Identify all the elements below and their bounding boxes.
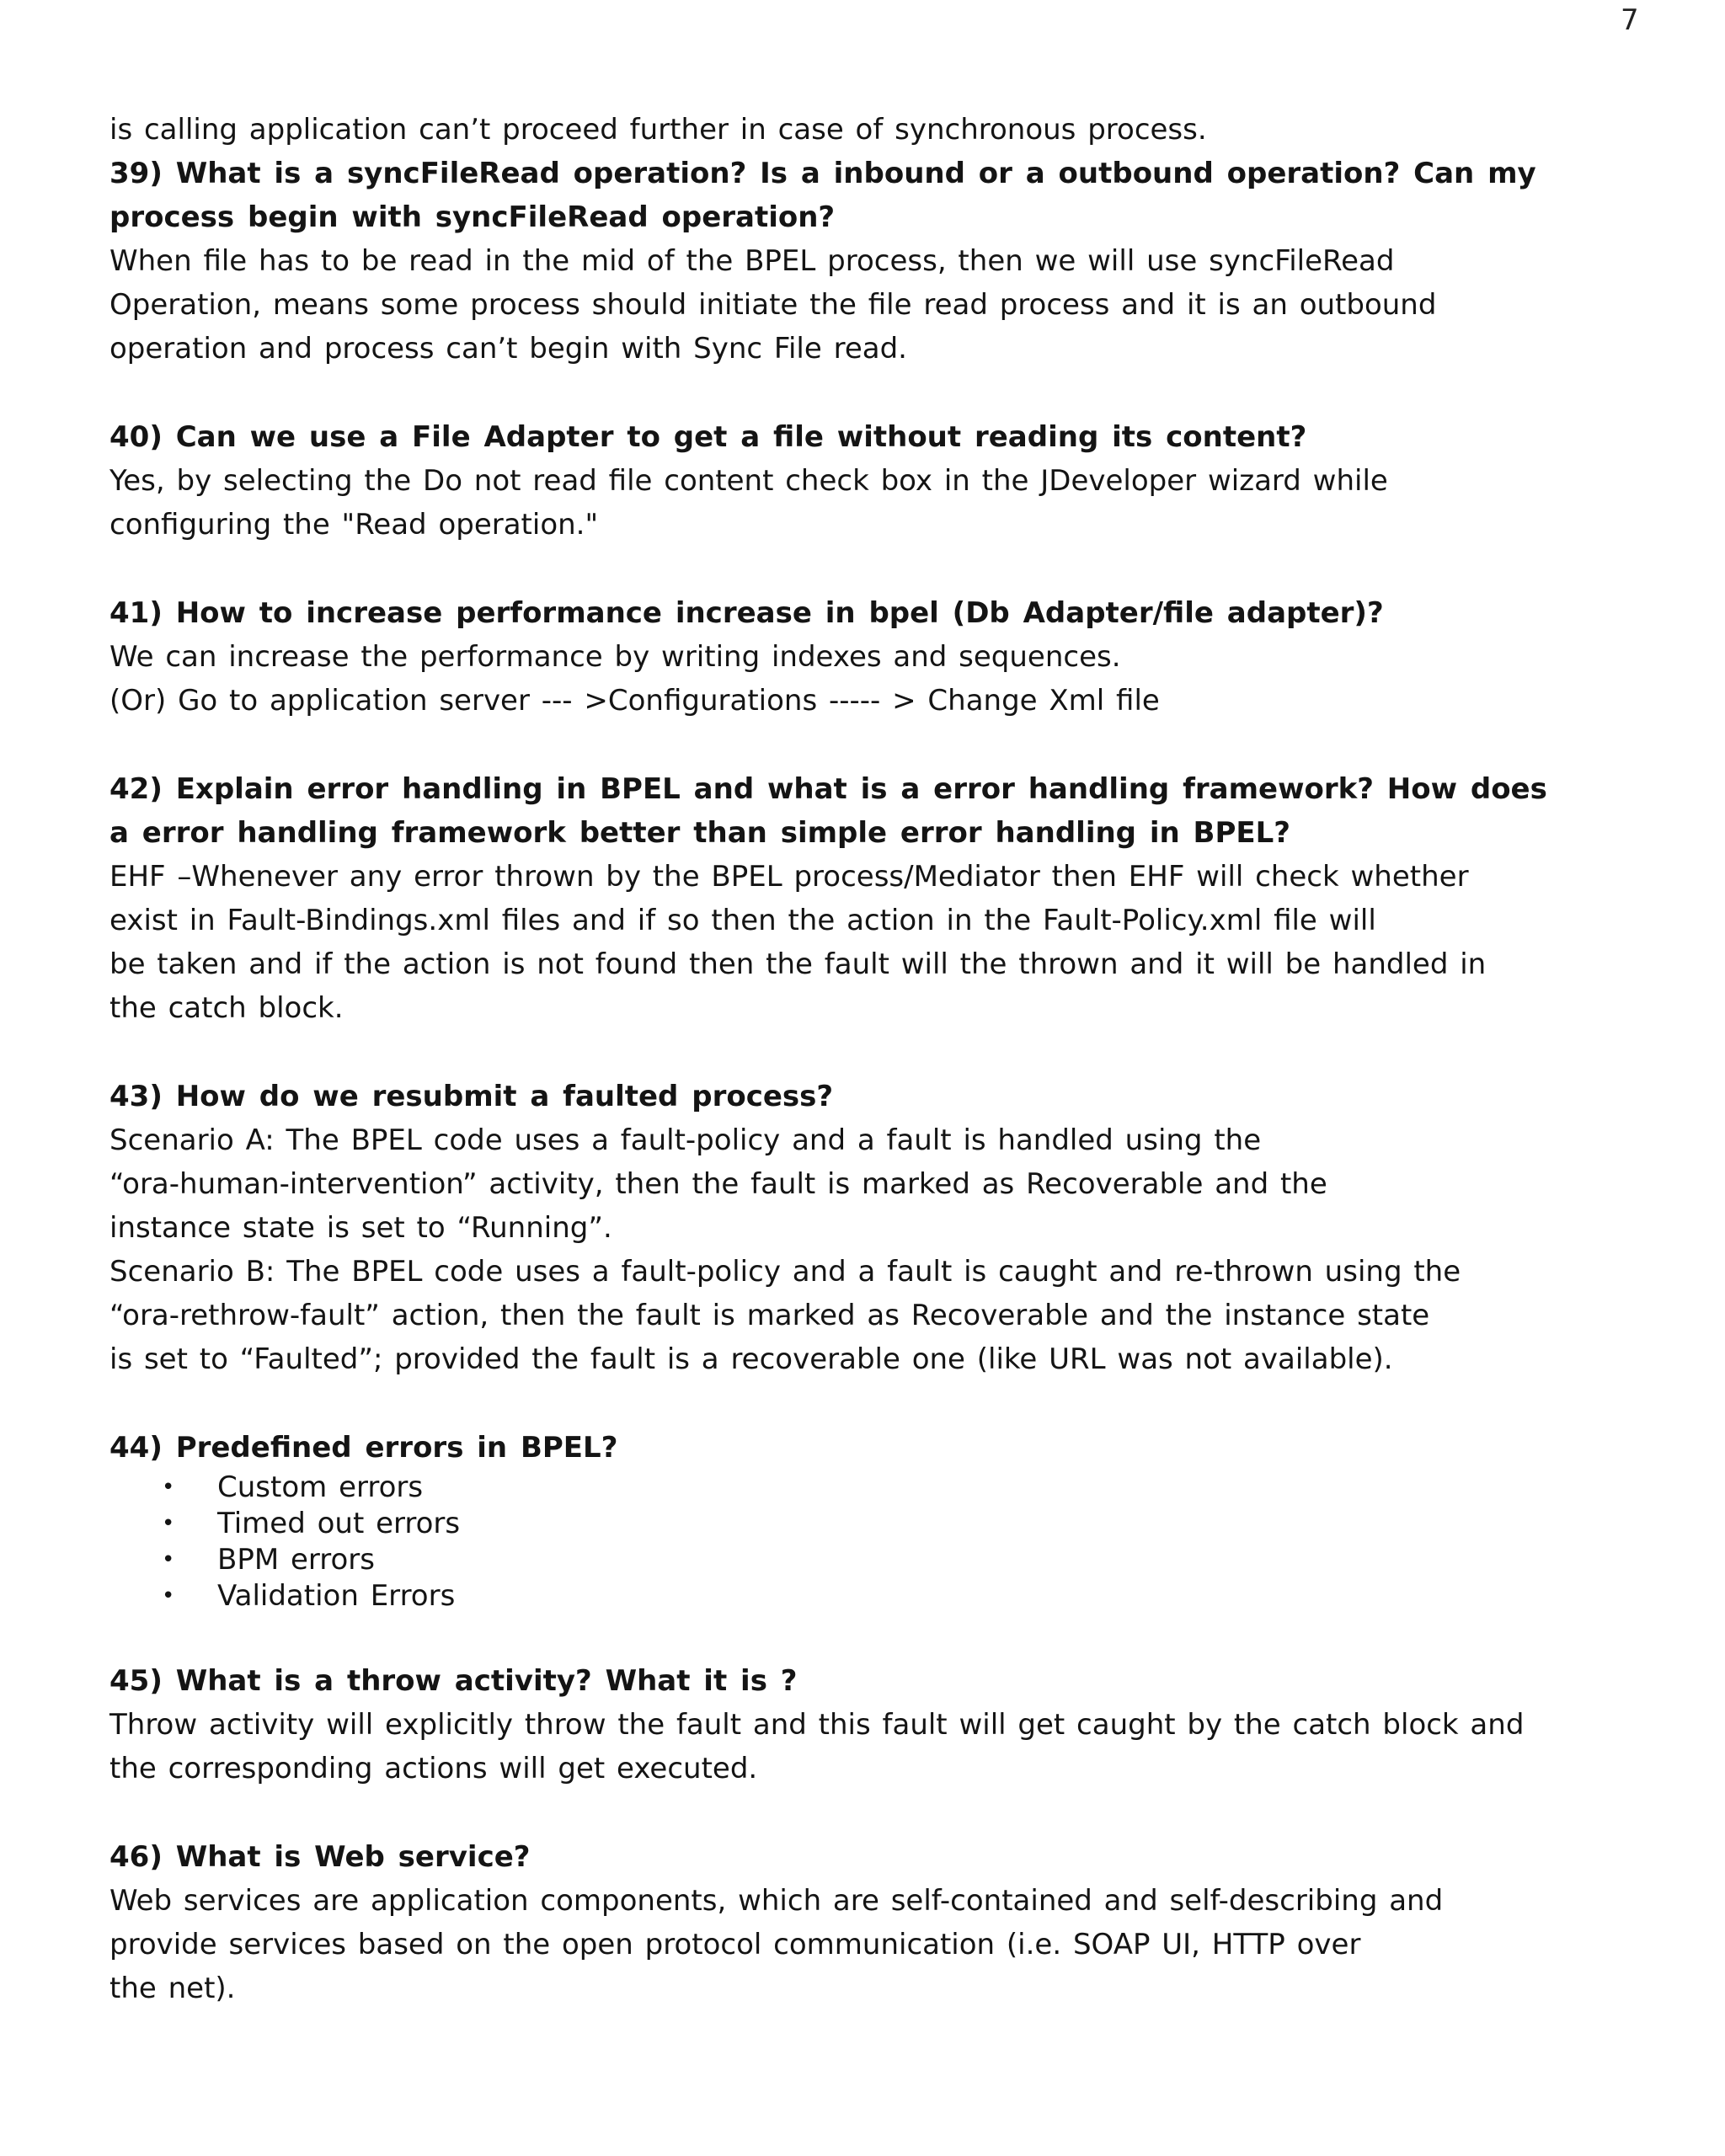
bullet-icon: • bbox=[162, 1511, 175, 1536]
answer-line: be taken and if the action is not found then the fault will the thrown and it will be handled in bbox=[109, 947, 1487, 981]
answer-line: operation and process can’t begin with Sync File read. bbox=[109, 332, 907, 366]
question-45 bbox=[109, 1659, 1592, 1790]
page-number: 7 bbox=[1621, 3, 1639, 37]
question-heading: process begin with syncFileRead operation? bbox=[109, 200, 836, 234]
question-heading: 39) What is a syncFileRead operation? Is a inbound or a outbound operation? Can my bbox=[109, 157, 1536, 190]
answer-line: Operation, means some process should initiate the file read process and it is an outbound bbox=[109, 288, 1437, 322]
answer-line: the net). bbox=[109, 1972, 236, 2005]
list-item bbox=[109, 1506, 1592, 1542]
question-40 bbox=[109, 415, 1592, 547]
question-heading: 46) What is Web service? bbox=[109, 1840, 531, 1874]
question-39 bbox=[109, 152, 1592, 371]
answer-line: Throw activity will explicitly throw the fault and this fault will get caught by the catch block and bbox=[109, 1708, 1525, 1742]
question-41 bbox=[109, 591, 1592, 723]
question-46 bbox=[109, 1835, 1592, 2010]
answer-line: exist in Fault-Bindings.xml files and if so then the action in the Fault-Policy.xml file will bbox=[109, 904, 1376, 937]
paragraph-gap bbox=[109, 371, 1592, 415]
paragraph-gap bbox=[109, 1381, 1592, 1426]
answer-line: configuring the "Read operation." bbox=[109, 508, 599, 542]
question-heading: 43) How do we resubmit a faulted process? bbox=[109, 1080, 834, 1113]
answer-line: Web services are application components, which are self-contained and self-describing and bbox=[109, 1884, 1444, 1918]
answer-line: Yes, by selecting the Do not read file content check box in the JDeveloper wizard while bbox=[109, 464, 1388, 498]
answer-line: is set to “Faulted”; provided the fault is a recoverable one (like URL was not available). bbox=[109, 1342, 1393, 1376]
paragraph-gap bbox=[109, 1614, 1592, 1659]
list-item-text: Validation Errors bbox=[217, 1579, 456, 1613]
intro-line: is calling application can’t proceed further in case of synchronous process. bbox=[109, 113, 1207, 147]
answer-line: “ora-rethrow-fault” action, then the fault is marked as Recoverable and the instance state bbox=[109, 1299, 1430, 1332]
answer-line: Scenario A: The BPEL code uses a fault-policy and a fault is handled using the bbox=[109, 1123, 1262, 1157]
document-body bbox=[109, 108, 1592, 2010]
bullet-list bbox=[109, 1470, 1592, 1614]
question-42 bbox=[109, 767, 1592, 1030]
answer-line: We can increase the performance by writing indexes and sequences. bbox=[109, 640, 1121, 674]
list-item-text: Timed out errors bbox=[217, 1507, 461, 1540]
question-43 bbox=[109, 1075, 1592, 1381]
answer-line: (Or) Go to application server --- >Configurations ----- > Change Xml file bbox=[109, 684, 1160, 718]
answer-line: EHF –Whenever any error thrown by the BPEL process/Mediator then EHF will check whether bbox=[109, 860, 1469, 894]
answer-line: provide services based on the open protocol communication (i.e. SOAP UI, HTTP over bbox=[109, 1928, 1361, 1961]
bullet-icon: • bbox=[162, 1475, 175, 1500]
answer-line: instance state is set to “Running”. bbox=[109, 1211, 612, 1245]
answer-line: the catch block. bbox=[109, 991, 344, 1025]
question-heading: 40) Can we use a File Adapter to get a file without reading its content? bbox=[109, 420, 1307, 454]
answer-line: When file has to be read in the mid of the BPEL process, then we will use syncFileRead bbox=[109, 244, 1395, 278]
question-heading: a error handling framework better than simple error handling in BPEL? bbox=[109, 816, 1290, 850]
answer-line: the corresponding actions will get executed. bbox=[109, 1752, 758, 1785]
list-item-text: Custom errors bbox=[217, 1470, 424, 1504]
list-item-text: BPM errors bbox=[217, 1543, 375, 1577]
question-heading: 44) Predefined errors in BPEL? bbox=[109, 1431, 618, 1465]
question-heading: 42) Explain error handling in BPEL and what is a error handling framework? How does bbox=[109, 772, 1547, 806]
paragraph-gap bbox=[109, 1790, 1592, 1835]
list-item bbox=[109, 1542, 1592, 1578]
bullet-icon: • bbox=[162, 1583, 175, 1609]
question-heading: 41) How to increase performance increase in bpel (Db Adapter/file adapter)? bbox=[109, 596, 1384, 630]
question-heading: 45) What is a throw activity? What it is ? bbox=[109, 1664, 798, 1698]
question-44 bbox=[109, 1426, 1592, 1614]
answer-line: Scenario B: The BPEL code uses a fault-policy and a fault is caught and re-thrown using the bbox=[109, 1255, 1461, 1289]
list-item bbox=[109, 1578, 1592, 1614]
paragraph-gap bbox=[109, 547, 1592, 591]
list-item bbox=[109, 1470, 1592, 1506]
paragraph-gap bbox=[109, 1030, 1592, 1075]
paragraph-gap bbox=[109, 723, 1592, 767]
answer-line: “ora-human-intervention” activity, then the fault is marked as Recoverable and the bbox=[109, 1167, 1327, 1201]
bullet-icon: • bbox=[162, 1547, 175, 1572]
